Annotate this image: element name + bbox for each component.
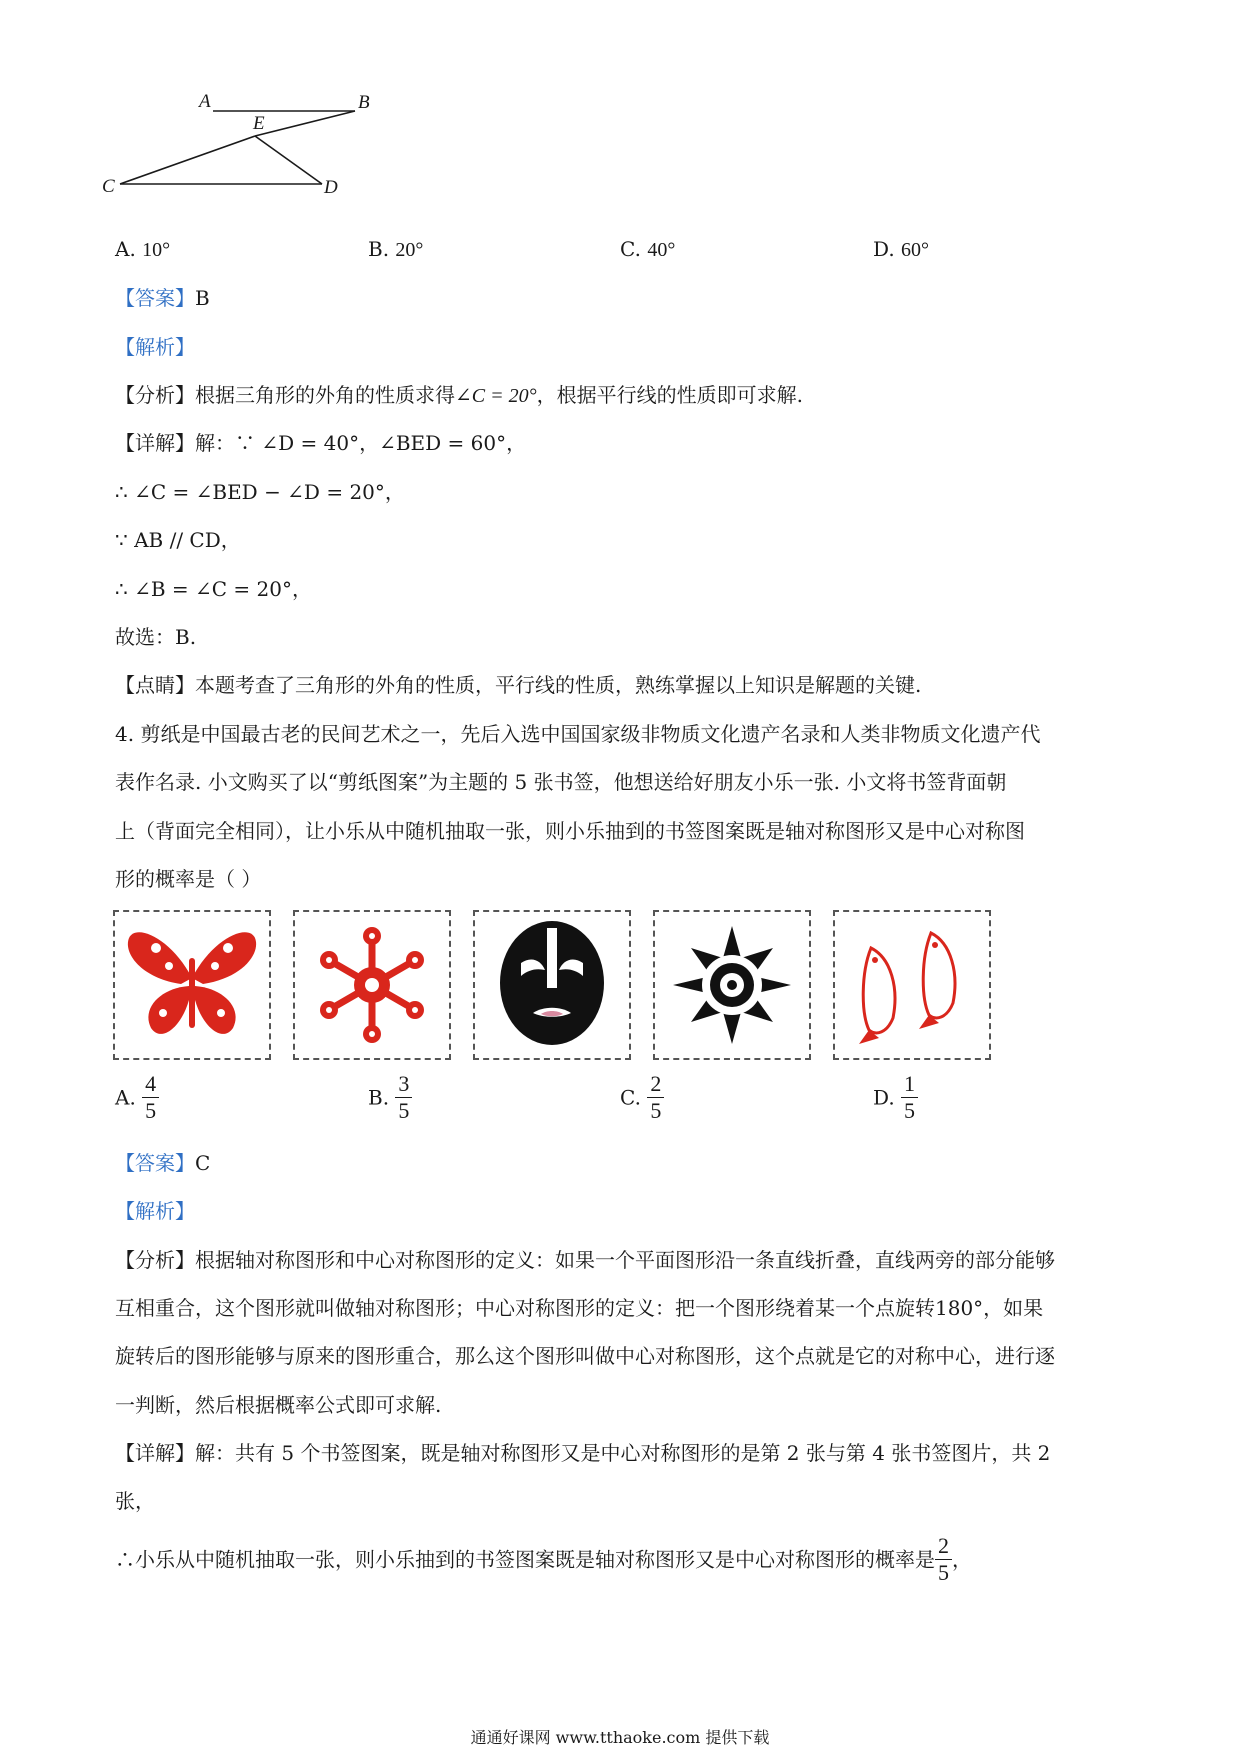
q3-option-a <box>115 237 170 262</box>
q4-stem-line-1: 4. 剪纸是中国最古老的民间艺术之一，先后入选中国国家级非物质文化遗产名录和人类非物质文化遗产代 <box>115 722 1041 746</box>
q3-option-b <box>368 237 423 262</box>
answer-tag: 【答案】 <box>115 1151 195 1175</box>
segment-be <box>255 111 355 136</box>
fenxi-math: ∠C = 20° <box>455 385 537 407</box>
option-letter: B. <box>368 237 390 261</box>
option-value: 40° <box>647 239 676 261</box>
q4-option-d <box>873 1072 918 1123</box>
fenxi-tag: 【分析】 <box>115 383 195 407</box>
fraction-numerator: 2 <box>935 1534 952 1560</box>
fraction-numerator: 4 <box>142 1072 159 1098</box>
option-letter: D. <box>873 1085 895 1110</box>
option-value: 20° <box>395 239 424 261</box>
fenxi-text: 根据轴对称图形和中心对称图形的定义：如果一个平面图形沿一条直线折叠，直线两旁的部分能够 <box>195 1248 1055 1272</box>
fraction-denominator: 5 <box>398 1098 410 1123</box>
fenxi-text: 根据三角形的外角的性质求得 <box>195 383 455 407</box>
option-fraction <box>901 1072 918 1123</box>
option-value: 60° <box>901 239 930 261</box>
conclusion-end: ， <box>952 1547 972 1572</box>
fraction-denominator: 5 <box>938 1560 949 1585</box>
butterfly-papercut-image <box>121 918 263 1052</box>
conclusion-text: ∴小乐从中随机抽取一张，则小乐抽到的书签图案既是轴对称图形又是中心对称图形的概率是 <box>115 1547 935 1572</box>
detail-text: 解：共有 5 个书签图案，既是轴对称图形又是中心对称图形的是第 2 张与第 4 张书签图片，共 2 <box>195 1441 1051 1465</box>
option-letter: C. <box>620 237 641 261</box>
q4-analysis-tag: 【解析】 <box>115 1199 195 1223</box>
q4-stem-line-4: 形的概率是（ ） <box>115 867 262 891</box>
dianjing-text: 本题考查了三角形的外角的性质，平行线的性质，熟练掌握以上知识是解题的关键. <box>195 673 922 697</box>
detail-text: 解：∵ ∠D = 40°，∠BED = 60°， <box>195 431 527 455</box>
bookmark-butterfly <box>113 910 271 1060</box>
fenxi-tag: 【分析】 <box>115 1248 195 1272</box>
q3-detail-line-5: 故选：B. <box>115 625 197 649</box>
answer-value: B <box>195 286 210 310</box>
fraction-numerator: 3 <box>395 1072 412 1098</box>
dianjing-tag: 【点睛】 <box>115 673 195 697</box>
q3-option-d <box>873 237 929 262</box>
q3-dianjing <box>115 670 921 700</box>
fraction-denominator: 5 <box>650 1098 662 1123</box>
detail-tag: 【详解】 <box>115 1441 195 1465</box>
fraction-denominator: 5 <box>904 1098 916 1123</box>
q3-detail-line-4: ∴ ∠B = ∠C = 20°， <box>115 577 312 601</box>
fraction-numerator: 1 <box>901 1072 918 1098</box>
q4-option-a <box>115 1072 159 1123</box>
option-letter: B. <box>368 1085 390 1110</box>
fenxi-text-end: ，根据平行线的性质即可求解. <box>536 383 803 407</box>
opera-mask-image <box>481 918 623 1052</box>
label-e: E <box>253 113 265 134</box>
segment-ed <box>255 136 322 184</box>
bookmark-mandala <box>653 910 811 1060</box>
option-letter: D. <box>873 237 895 261</box>
fraction-denominator: 5 <box>145 1098 157 1123</box>
q4-option-b <box>368 1072 412 1123</box>
label-b: B <box>358 92 370 113</box>
option-value: 10° <box>142 239 171 261</box>
option-letter: A. <box>115 237 136 261</box>
bookmark-snowflake <box>293 910 451 1060</box>
q3-answer <box>115 283 210 313</box>
q4-detail-line-1 <box>115 1438 1050 1468</box>
q4-stem-line-3: 上（背面完全相同），让小乐从中随机抽取一张，则小乐抽到的书签图案既是轴对称图形又是中心对称图 <box>115 819 1025 843</box>
q4-detail-line-2: 张， <box>115 1489 155 1513</box>
q4-fenxi-line-3: 旋转后的图形能够与原来的图形重合，那么这个图形叫做中心对称图形，这个点就是它的对称中心，进行逐 <box>115 1344 1055 1368</box>
label-c: C <box>102 176 115 197</box>
bookmark-fish <box>833 910 991 1060</box>
option-letter: C. <box>620 1085 641 1110</box>
answer-tag: 【答案】 <box>115 286 195 310</box>
geometry-figure <box>102 91 430 215</box>
option-fraction <box>142 1072 159 1123</box>
q4-fenxi-line-1 <box>115 1245 1055 1275</box>
label-d: D <box>324 177 338 198</box>
q4-conclusion <box>115 1530 972 1588</box>
q3-detail-line-3: ∵ AB // CD， <box>115 528 241 552</box>
page-footer: 通通好课网 www.tthaoke.com 提供下载 <box>470 1728 770 1747</box>
q3-analysis-tag: 【解析】 <box>115 335 195 359</box>
detail-tag: 【详解】 <box>115 431 195 455</box>
q4-fenxi-line-2: 互相重合，这个图形就叫做轴对称图形；中心对称图形的定义：把一个图形绕着某一个点旋转180°，如果 <box>115 1296 1044 1320</box>
snowflake-papercut-image <box>301 918 443 1052</box>
fraction-numerator: 2 <box>647 1072 664 1098</box>
conclusion-fraction <box>935 1534 952 1585</box>
option-fraction <box>395 1072 412 1123</box>
option-letter: A. <box>115 1085 136 1110</box>
q4-fenxi-line-4: 一判断，然后根据概率公式即可求解. <box>115 1393 442 1417</box>
answer-value: C <box>195 1151 211 1175</box>
q4-option-c <box>620 1072 664 1123</box>
q3-detail-line-2: ∴ ∠C = ∠BED − ∠D = 20°， <box>115 480 405 504</box>
fish-papercut-image <box>841 918 983 1052</box>
segment-ec <box>120 136 255 184</box>
q4-answer <box>115 1148 210 1178</box>
label-a: A <box>199 91 211 112</box>
option-fraction <box>647 1072 664 1123</box>
mandala-papercut-image <box>661 918 803 1052</box>
q3-fenxi <box>115 380 803 411</box>
bookmark-opera-mask <box>473 910 631 1060</box>
q4-stem-line-2: 表作名录. 小文购买了以“剪纸图案”为主题的 5 张书签，他想送给好朋友小乐一张. 小文将书签背面朝 <box>115 770 1007 794</box>
q3-detail-line-1 <box>115 428 526 458</box>
q3-option-c <box>620 237 675 262</box>
